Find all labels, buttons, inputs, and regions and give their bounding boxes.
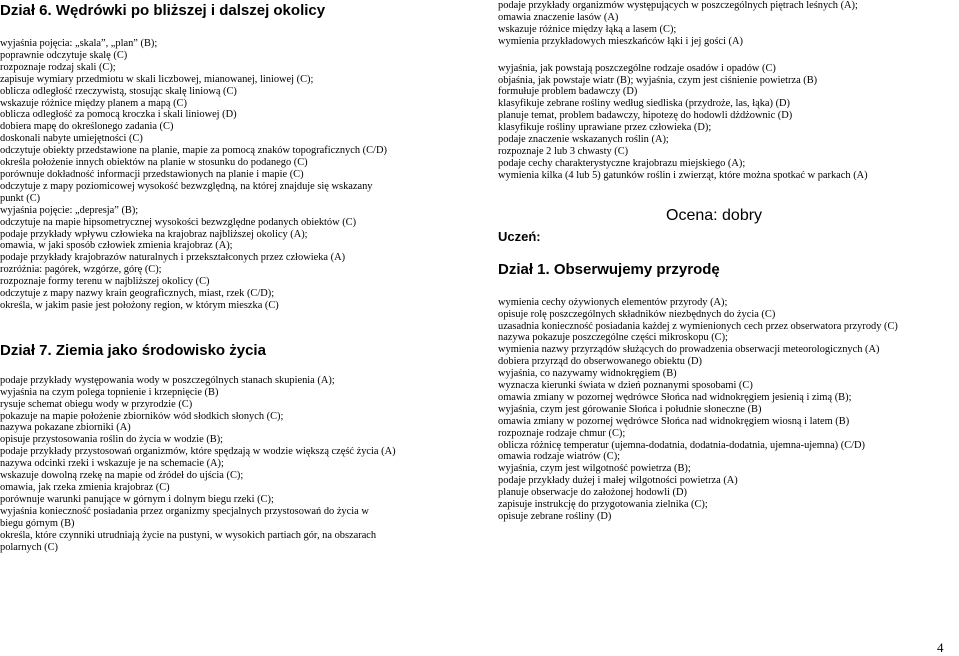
requirement-line: określa położenie innych obiektów na planie w stosunku do podanego (C) — [0, 157, 308, 169]
requirement-line: określa, które czynniki utrudniają życie na pustyni, w wysokich partiach gór, na obszarach — [0, 529, 377, 541]
requirement-line: podaje przykłady dużej i małej wilgotności powietrza (A) — [498, 475, 738, 487]
requirement-line: rozpoznaje 2 lub 3 chwasty (C) — [498, 145, 629, 157]
grade-header — [498, 206, 953, 261]
requirement-line: podaje przykłady przystosowań organizmów, które spędzają w wodzie większą część życia (A) — [0, 446, 396, 458]
requirements-list-dzial-1 — [498, 297, 953, 523]
requirement-line: planuje temat, problem badawczy, hipotezę do hodowli dżdżownic (D) — [498, 110, 793, 122]
requirement-line: omawia rodzaje wiatrów (C); — [498, 451, 621, 463]
requirement-line: rozpoznaje rodzaje chmur (C); — [498, 427, 626, 439]
requirement-line: formułuje problem badawczy (D) — [498, 86, 638, 98]
requirement-line: nazywa pokazane zbiorniki (A) — [0, 422, 131, 434]
requirement-line: odczytuje obiekty przedstawione na planie, mapie za pomocą znaków topograficznych (C/D) — [0, 145, 387, 157]
requirement-line: wyjaśnia, co nazywamy widnokręgiem (B) — [498, 368, 677, 380]
requirement-line: wyjaśnia, czym jest górowanie Słońca i południe słoneczne (B) — [498, 403, 762, 415]
requirement-line: podaje przykłady wpływu człowieka na krajobraz najbliższej okolicy (A); — [0, 228, 308, 240]
requirement-line: wymienia kilka (4 lub 5) gatunków roślin i zwierząt, które można spotkać w parkach (A) — [498, 169, 868, 181]
requirement-line: oblicza różnicę temperatur (ujemna-dodatnia, dodatnia-dodatnia, ujemna-ujemna) (C/D) — [498, 439, 865, 451]
requirement-line: dobiera mapę do określonego zadania (C) — [0, 121, 174, 133]
left-column — [0, 0, 470, 553]
requirement-line: klasyfikuje zebrane rośliny według siedliska (przydroże, las, łąka) (D) — [498, 98, 790, 110]
requirement-line: doskonali nabyte umiejętności (C) — [0, 133, 143, 145]
requirement-line: rozpoznaje formy terenu w najbliższej okolicy (C) — [0, 276, 210, 288]
requirement-line: planuje obserwacje do założonej hodowli (D) — [498, 487, 687, 499]
requirement-line: omawia, w jaki sposób człowiek zmienia krajobraz (A); — [0, 240, 233, 252]
requirement-line: omawia zmiany w pozornej wędrówce Słońca nad widnokręgiem wiosną i latem (B) — [498, 415, 850, 427]
requirement-line: objaśnia, jak powstaje wiatr (B); wyjaśnia, czym jest ciśnienie powietrza (B) — [498, 74, 818, 86]
requirement-line: punkt (C) — [0, 192, 41, 204]
section-heading-dzial-7: Dział 7. Ziemia jako środowisko życia — [0, 341, 266, 359]
requirement-line: odczytuje na mapie hipsometrycznej wysokości bezwzględne podanych obiektów (C) — [0, 216, 357, 228]
requirement-line: wyjaśnia pojęcia: „skala”, „plan” (B); — [0, 38, 158, 49]
requirement-line: wyjaśnia na czym polega topnienie i krzepnięcie (B) — [0, 386, 219, 398]
requirement-line: wyjaśnia pojęcie: „depresja” (B); — [0, 204, 139, 216]
requirement-line: wskazuje różnice między łąką a lasem (C); — [498, 23, 677, 35]
requirement-line: porównuje warunki panujące w górnym i dolnym biegu rzeki (C); — [0, 493, 274, 505]
requirement-line: nazywa odcinki rzeki i wskazuje je na schemacie (A); — [0, 458, 224, 470]
requirement-line: odczytuje z mapy poziomicowej wysokość bezwzględną, na której znajduje się wskazany — [0, 180, 373, 192]
requirement-line: podaje przykłady krajobrazów naturalnych i przekształconych przez człowieka (A) — [0, 252, 346, 264]
requirements-list-dzial-7 — [0, 375, 470, 554]
requirement-line: rozpoznaje rodzaj skali (C); — [0, 61, 116, 73]
requirement-line: pokazuje na mapie położenie zbiorników wód słodkich słonych (C); — [0, 410, 284, 422]
page-number: 4 — [937, 640, 944, 655]
requirements-list-dzial-6 — [0, 38, 470, 312]
requirement-line: rozróżnia: pagórek, wzgórze, górę (C); — [0, 264, 162, 276]
requirement-line: podaje przykłady występowania wody w poszczególnych stanach skupienia (A); — [0, 374, 335, 386]
requirement-line: wymienia przykładowych mieszkańców łąki i jej gości (A) — [498, 35, 743, 47]
requirement-line: zapisuje wymiary przedmiotu w skali liczbowej, mianowanej, liniowej (C); — [0, 73, 314, 85]
requirement-line: odczytuje z mapy nazwy krain geograficznych, miast, rzek (C/D); — [0, 288, 275, 300]
requirement-line: określa, w jakim pasie jest położony region, w którym mieszka (C) — [0, 299, 279, 311]
requirement-line: nazywa pokazuje poszczególne części mikroskopu (C); — [498, 332, 728, 344]
right-column — [498, 0, 953, 523]
grade-label: Ocena: dobry — [666, 206, 763, 224]
requirement-line: omawia zmiany w pozornej wędrówce Słońca nad widnokręgiem jesienią i zimą (B); — [498, 391, 852, 403]
requirement-line: omawia znaczenie lasów (A) — [498, 11, 619, 23]
requirement-line: podaje cechy charakterystyczne krajobrazu miejskiego (A); — [498, 157, 746, 169]
requirement-line: podaje przykłady organizmów występujących w poszczególnych piętrach leśnych (A); — [498, 0, 858, 11]
requirement-line: opisuje przystosowania roślin do życia w wodzie (B); — [0, 434, 224, 446]
requirement-line: omawia, jak rzeka zmienia krajobraz (C) — [0, 482, 170, 493]
requirement-line: wyznacza kierunki świata w dzień poznanymi sposobami (C) — [498, 380, 753, 392]
student-label: Uczeń: — [498, 228, 541, 244]
requirement-line: rysuje schemat obiegu wody w przyrodzie (C) — [0, 398, 193, 410]
requirement-line: dobiera przyrząd do obserwowanego obiektu (D) — [498, 356, 702, 368]
requirement-line: uzasadnia konieczność posiadania każdej z wymienionych cech przez obserwatora przyrody (C) — [498, 320, 898, 332]
requirement-line: zapisuje instrukcję do przygotowania zielnika (C); — [498, 499, 708, 511]
requirement-line: opisuje zebrane rośliny (D) — [498, 511, 612, 522]
section-heading-dzial-6: Dział 6. Wędrówki po bliższej i dalszej okolicy — [0, 2, 326, 19]
requirement-line: biegu górnym (B) — [0, 517, 75, 529]
requirement-line: wyjaśnia, czym jest wilgotność powietrza (B); — [498, 463, 691, 475]
requirement-line: klasyfikuje rośliny uprawiane przez człowieka (D); — [498, 122, 712, 134]
requirement-line: opisuje rolę poszczególnych składników niezbędnych do życia (C) — [498, 308, 776, 320]
requirement-line: podaje znaczenie wskazanych roślin (A); — [498, 134, 669, 146]
requirements-list-top — [498, 0, 953, 48]
requirement-line: wyjaśnia konieczność posiadania przez organizmy specjalnych przystosowań do życia w — [0, 505, 369, 517]
requirement-line: oblicza odległość rzeczywistą, stosując skalę liniową (C) — [0, 85, 237, 97]
requirement-line: porównuje dokładność informacji przedstawionych na planie i mapie (C) — [0, 168, 304, 180]
requirement-line: wskazuje różnice między planem a mapą (C) — [0, 97, 187, 109]
section-heading-dzial-1: Dział 1. Obserwujemy przyrodę — [498, 260, 720, 278]
requirements-list-middle — [498, 63, 953, 182]
requirement-line: wymienia nazwy przyrządów służących do prowadzenia obserwacji meteorologicznych (A) — [498, 344, 880, 356]
requirement-line: polarnych (C) — [0, 541, 58, 553]
requirement-line: wymienia cechy ożywionych elementów przyrody (A); — [498, 296, 728, 308]
requirement-line: wskazuje dowolną rzekę na mapie od źródeł do ujścia (C); — [0, 470, 244, 482]
requirement-line: oblicza odległość za pomocą kroczka i skali liniowej (D) — [0, 109, 237, 121]
requirement-line: wyjaśnia, jak powstają poszczególne rodzaje osadów i opadów (C) — [498, 62, 776, 74]
requirement-line: poprawnie odczytuje skalę (C) — [0, 49, 128, 61]
